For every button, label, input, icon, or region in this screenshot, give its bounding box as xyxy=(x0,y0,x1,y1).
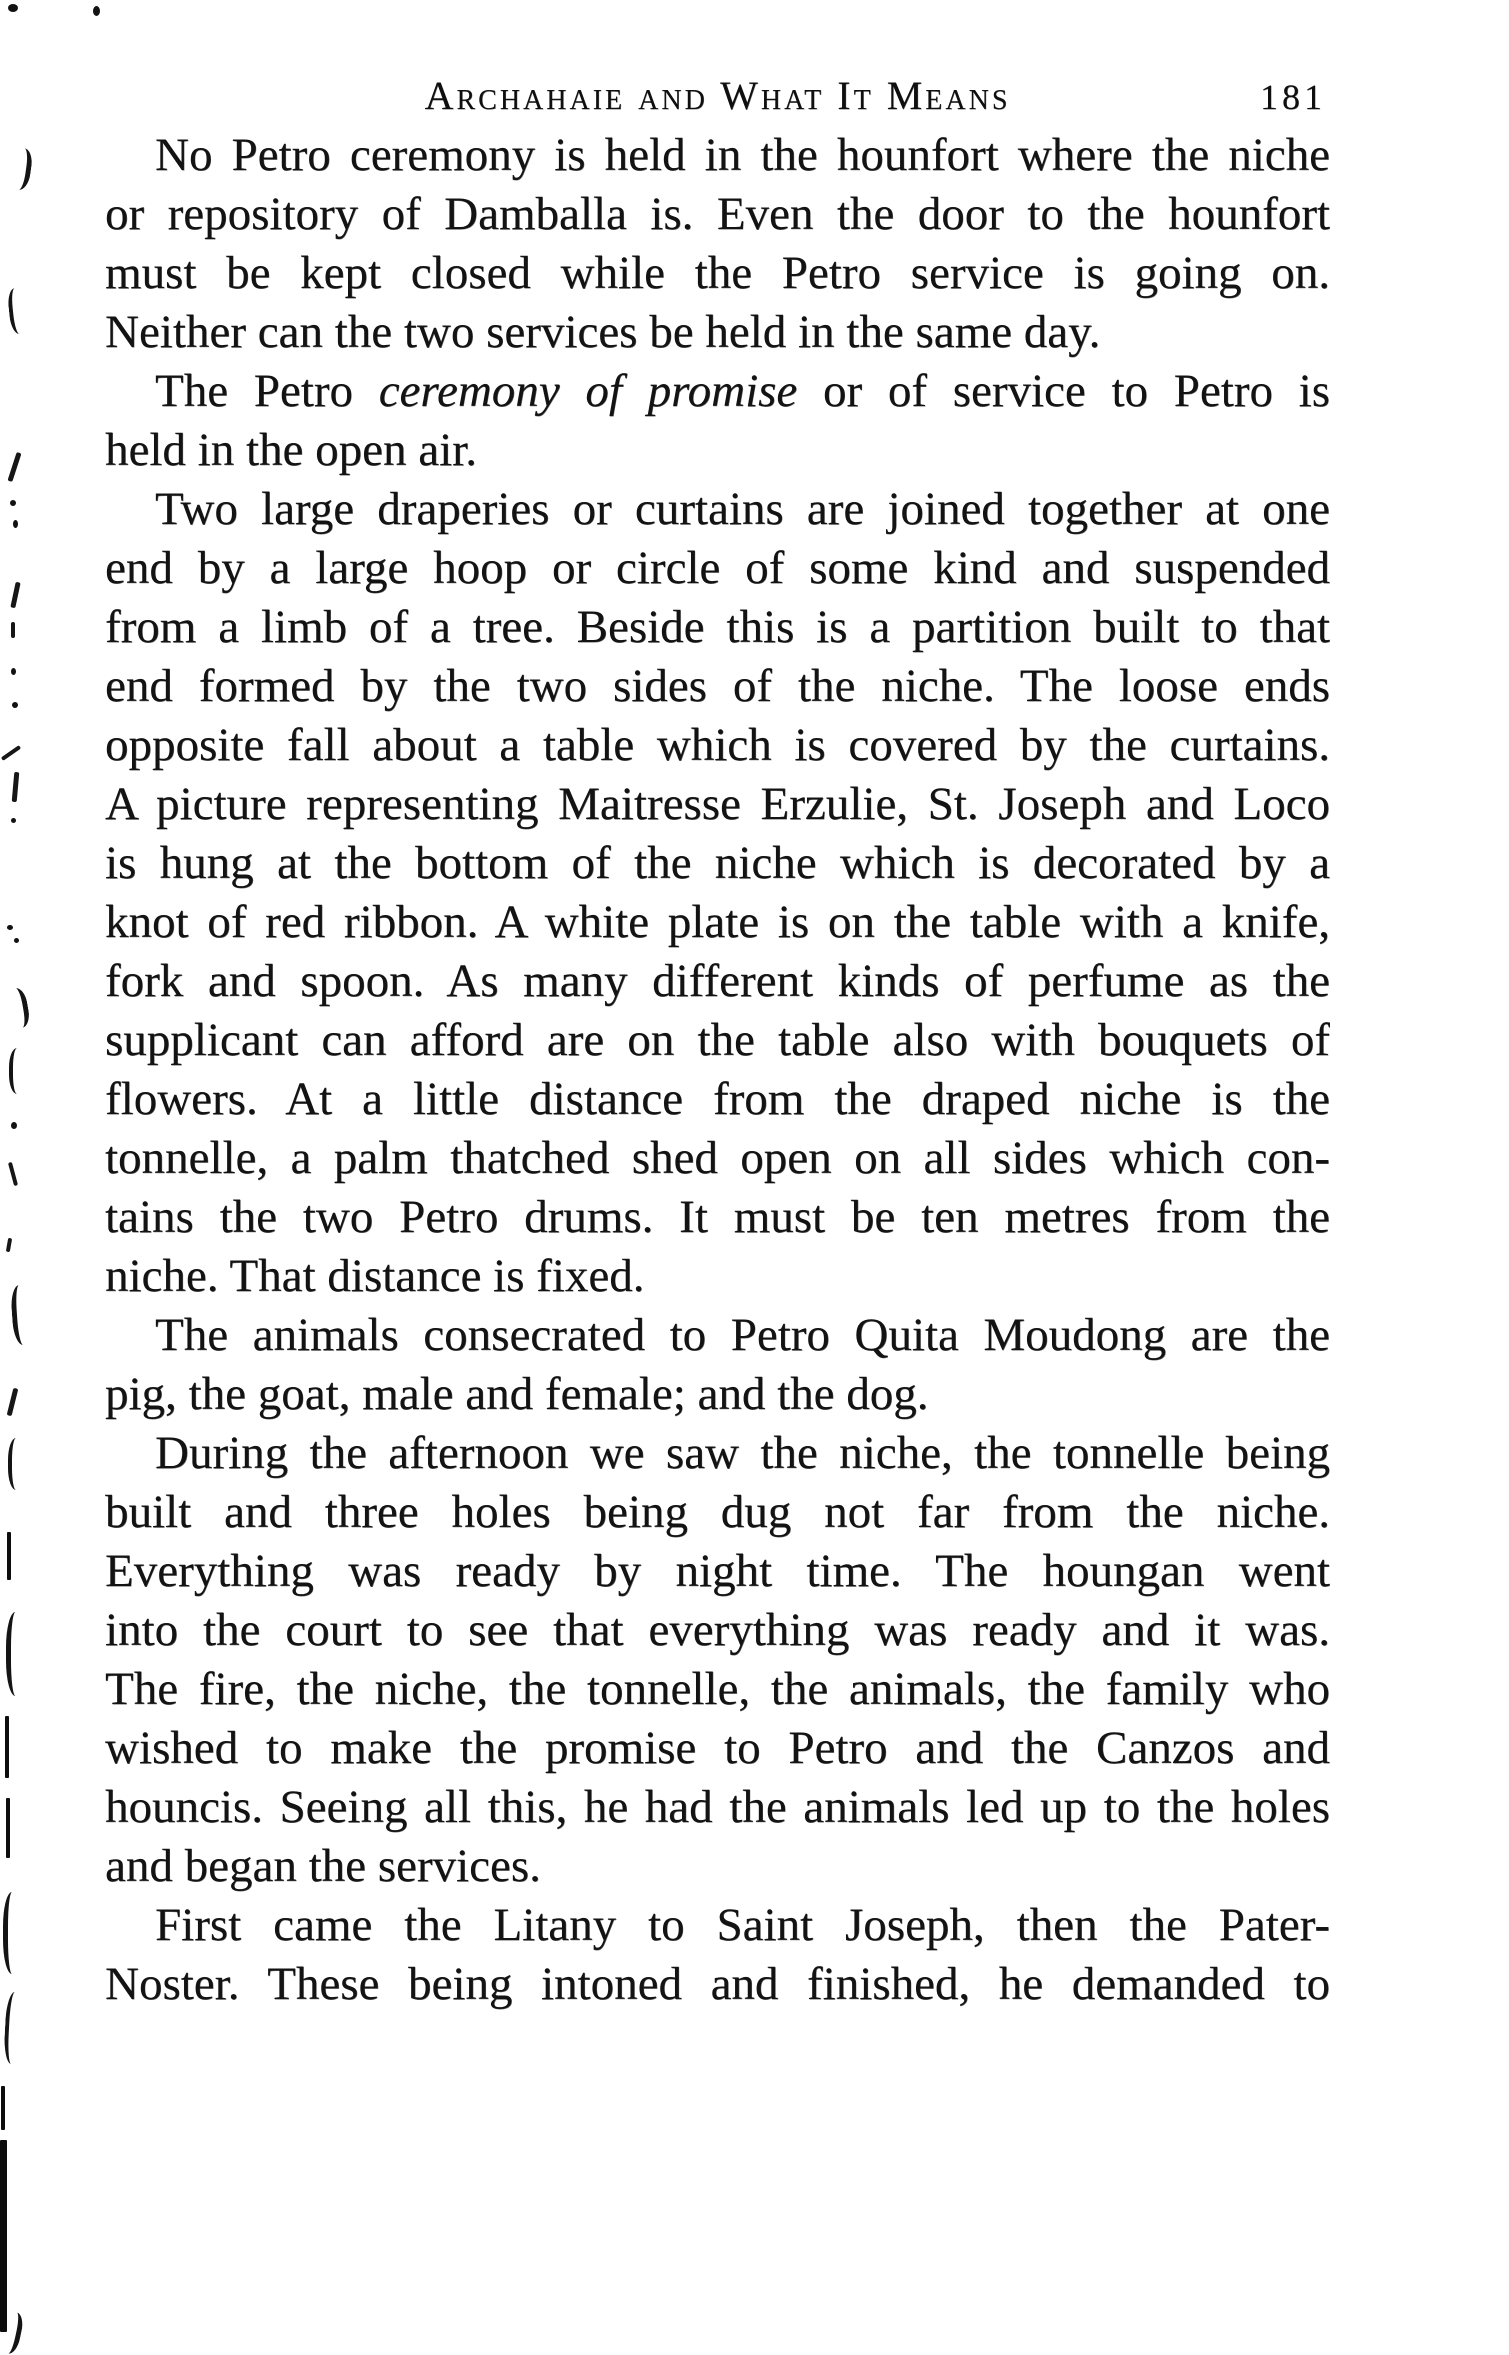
text-line xyxy=(105,1955,1330,2014)
text-segment: First came the Litany to Saint Joseph, then the Pater- xyxy=(155,1899,1330,1951)
scan-artifact xyxy=(10,500,16,506)
text-line xyxy=(105,1188,1330,1247)
scan-artifact xyxy=(7,1532,11,1580)
scan-artifact xyxy=(10,1284,32,1345)
text-line xyxy=(105,1424,1330,1483)
text-line xyxy=(105,539,1330,598)
scan-artifact xyxy=(7,452,21,482)
text-line xyxy=(105,1306,1330,1365)
scan-artifact xyxy=(3,1992,23,2065)
page-number: 181 xyxy=(1260,77,1326,117)
scan-artifact xyxy=(9,1048,25,1094)
scan-artifact xyxy=(9,147,34,191)
text-segment: The fire, the niche, the tonnelle, the animals, the family who xyxy=(105,1663,1330,1715)
text-line xyxy=(105,1365,1330,1424)
text-line xyxy=(105,185,1330,244)
text-line xyxy=(105,1070,1330,1129)
text-segment: houncis. Seeing all this, he had the animals led up to the holes xyxy=(105,1781,1330,1833)
text-segment: opposite fall about a table which is covered by the curtains. xyxy=(105,719,1330,771)
scan-artifact xyxy=(11,818,16,823)
text-line xyxy=(105,1011,1330,1070)
text-segment: Neither can the two services be held in the same day. xyxy=(105,306,1101,358)
text-segment: supplicant can afford are on the table also with bouquets of xyxy=(105,1014,1330,1066)
text-line xyxy=(105,1542,1330,1601)
body-text xyxy=(105,126,1330,2014)
text-segment: The animals consecrated to Petro Quita Moudong are the xyxy=(155,1309,1330,1361)
running-head xyxy=(105,72,1330,120)
text-line xyxy=(105,1660,1330,1719)
scan-artifact xyxy=(13,520,18,528)
scan-artifact xyxy=(11,1122,17,1129)
text-segment: During the afternoon we saw the niche, the tonnelle being xyxy=(155,1427,1330,1479)
text-segment: end formed by the two sides of the niche. The loose ends xyxy=(105,660,1330,712)
text-segment: pig, the goat, male and female; and the dog. xyxy=(105,1368,929,1420)
scan-artifact xyxy=(5,1716,9,1778)
text-line xyxy=(105,716,1330,775)
text-segment: fork and spoon. As many different kinds of perfume as the xyxy=(105,955,1330,1007)
text-segment: The Petro xyxy=(155,365,379,417)
text-line xyxy=(105,480,1330,539)
text-segment: No Petro ceremony is held in the hounfort where the niche xyxy=(155,129,1330,181)
text-segment: is hung at the bottom of the niche which is decorated by a xyxy=(105,837,1330,889)
text-line xyxy=(105,1719,1330,1778)
scan-artifact xyxy=(93,6,100,16)
scan-artifact xyxy=(12,772,20,802)
scan-artifact xyxy=(6,1238,12,1252)
text-line xyxy=(105,598,1330,657)
text-line xyxy=(105,657,1330,716)
text-line xyxy=(105,834,1330,893)
text-segment: must be kept closed while the Petro service is going on. xyxy=(105,247,1330,299)
text-segment: A picture representing Maitresse Erzulie, St. Joseph and Loco xyxy=(105,778,1330,830)
scan-artifact xyxy=(1,2086,5,2130)
text-segment: knot of red ribbon. A white plate is on the table with a knife, xyxy=(105,896,1330,948)
text-segment: flowers. At a little distance from the draped niche is the xyxy=(105,1073,1330,1125)
text-line xyxy=(105,303,1330,362)
scan-artifact xyxy=(11,622,15,638)
text-line xyxy=(105,1601,1330,1660)
scan-artifact xyxy=(14,938,19,943)
text-line xyxy=(105,1896,1330,1955)
running-head-title: Archahaie and What It Means xyxy=(424,73,1011,118)
text-line xyxy=(105,1129,1330,1188)
text-segment: built and three holes being dug not far from the niche. xyxy=(105,1486,1330,1538)
text-segment: or of service to Petro is xyxy=(797,365,1330,417)
scan-artifact xyxy=(7,287,28,334)
text-segment: and began the services. xyxy=(105,1840,541,1892)
text-segment: tains the two Petro drums. It must be ten metres from the xyxy=(105,1191,1330,1243)
text-segment: Two large draperies or curtains are joined together at one xyxy=(155,483,1330,535)
scan-artifact xyxy=(11,668,16,675)
text-line xyxy=(105,775,1330,834)
scan-artifact xyxy=(6,1612,25,1696)
scan-artifact xyxy=(7,925,13,930)
scan-artifact xyxy=(8,1162,18,1186)
text-line xyxy=(105,952,1330,1011)
italic-text: ceremony of promise xyxy=(378,365,798,417)
scan-artifact xyxy=(7,987,32,1030)
scan-artifact xyxy=(1,745,21,761)
text-line xyxy=(105,421,1330,480)
scan-artifact xyxy=(8,4,18,12)
scan-artifact xyxy=(8,1438,24,1490)
scan-artifact xyxy=(10,582,20,608)
scan-artifact xyxy=(6,1798,10,1858)
text-segment: from a limb of a tree. Beside this is a partition built to that xyxy=(105,601,1330,653)
text-line xyxy=(105,362,1330,421)
text-segment: held in the open air. xyxy=(105,424,477,476)
scan-artifact xyxy=(0,2140,7,2332)
text-segment: end by a large hoop or circle of some kind and suspended xyxy=(105,542,1330,594)
text-segment: niche. That distance is fixed. xyxy=(105,1250,645,1302)
scan-artifact xyxy=(12,702,18,708)
text-line xyxy=(105,1837,1330,1896)
text-line xyxy=(105,1778,1330,1837)
text-line xyxy=(105,893,1330,952)
text-segment: Everything was ready by night time. The houngan went xyxy=(105,1545,1330,1597)
scan-artifact xyxy=(3,1892,21,1974)
text-segment: or repository of Damballa is. Even the door to the hounfort xyxy=(105,188,1330,240)
scan-artifact xyxy=(7,1388,19,1416)
text-segment: into the court to see that everything was ready and it was. xyxy=(105,1604,1330,1656)
text-line xyxy=(105,1247,1330,1306)
text-segment: Noster. These being intoned and finished, he demanded to xyxy=(105,1958,1330,2010)
text-line xyxy=(105,244,1330,303)
text-segment: wished to make the promise to Petro and the Canzos and xyxy=(105,1722,1330,1774)
text-line xyxy=(105,126,1330,185)
text-line xyxy=(105,1483,1330,1542)
text-segment: tonnelle, a palm thatched shed open on all sides which con- xyxy=(105,1132,1330,1184)
